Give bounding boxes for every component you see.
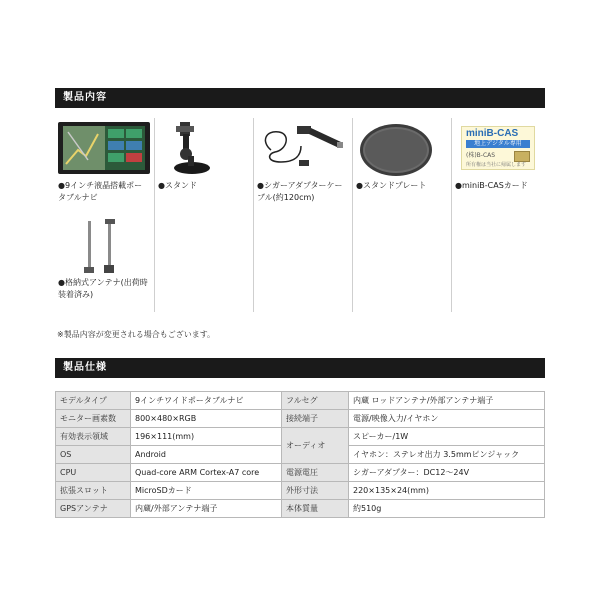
spec-value: 電源/映像入力/イヤホン — [349, 410, 545, 428]
table-row — [56, 482, 545, 500]
spec-value: 内蔵 ロッドアンテナ/外部アンテナ端子 — [349, 392, 545, 410]
item-label: ●シガーアダプターケーブル(約120cm) — [257, 181, 343, 202]
spec-value: シガーアダプター：DC12～24V — [349, 464, 545, 482]
spec-value: 9インチワイドポータブルナビ — [131, 392, 282, 410]
table-row — [56, 500, 545, 518]
item-label: ●スタンド — [158, 181, 197, 190]
spec-value: 800×480×RGB — [131, 410, 282, 428]
portable-navi-icon — [58, 120, 150, 178]
stand-plate-icon — [356, 120, 448, 178]
minib-cas-card-icon — [455, 120, 547, 178]
card-subtitle: 地上デジタル専用 — [466, 140, 530, 148]
spec-value: 196×111(mm) — [131, 428, 282, 446]
specs-header: 製品仕様 — [55, 358, 545, 378]
spec-key: 有効表示領域 — [56, 428, 131, 446]
item-minib-cas — [451, 118, 546, 215]
item-portable-navi — [55, 118, 150, 215]
empty-cell — [451, 215, 546, 312]
contents-grid — [55, 118, 550, 312]
item-label: ●格納式アンテナ(出荷時装着済み) — [58, 278, 148, 299]
card-brand: (株)B-CAS — [466, 152, 496, 159]
item-cigar-adapter — [253, 118, 348, 215]
spec-key: OS — [56, 446, 131, 464]
spec-value: Quad-core ARM Cortex-A7 core — [131, 464, 282, 482]
item-stand — [154, 118, 249, 215]
card-footer: 所有権は当社に帰属します — [466, 162, 527, 168]
spec-key: GPSアンテナ — [56, 500, 131, 518]
spec-key: 電源電圧 — [282, 464, 349, 482]
cigar-adapter-icon — [257, 120, 349, 178]
spec-value: 内蔵/外部アンテナ端子 — [131, 500, 282, 518]
spec-key: 接続端子 — [282, 410, 349, 428]
spec-key: 外形寸法 — [282, 482, 349, 500]
spec-table — [55, 391, 545, 518]
item-label: ●miniB-CASカード — [455, 181, 528, 190]
empty-cell — [154, 215, 249, 312]
table-row — [56, 410, 545, 428]
spec-key: オーディオ — [282, 428, 349, 464]
spec-key: 本体質量 — [282, 500, 349, 518]
contents-note: ※製品内容が変更される場合もございます。 — [57, 330, 216, 339]
table-row — [56, 428, 545, 446]
item-antenna — [55, 215, 150, 312]
spec-value: スピーカー/1W — [349, 428, 545, 446]
spec-value: Android — [131, 446, 282, 464]
empty-cell — [352, 215, 447, 312]
spec-value: イヤホン：ステレオ出力 3.5mmピンジャック — [349, 446, 545, 464]
spec-value: 220×135×24(mm) — [349, 482, 545, 500]
spec-key: モニター画素数 — [56, 410, 131, 428]
item-stand-plate — [352, 118, 447, 215]
item-label: ●スタンドプレート — [356, 181, 427, 190]
empty-cell — [253, 215, 348, 312]
spec-key: フルセグ — [282, 392, 349, 410]
antenna-icon — [58, 217, 150, 275]
spec-key: CPU — [56, 464, 131, 482]
spec-key: 拡張スロット — [56, 482, 131, 500]
spec-key: モデルタイプ — [56, 392, 131, 410]
contents-header: 製品内容 — [55, 88, 545, 108]
item-label: ●9インチ液晶搭載ポータブルナビ — [58, 181, 143, 202]
stand-icon — [158, 120, 250, 178]
table-row — [56, 464, 545, 482]
table-row — [56, 392, 545, 410]
spec-value: MicroSDカード — [131, 482, 282, 500]
spec-value: 約510g — [349, 500, 545, 518]
card-title: miniB-CAS — [466, 128, 519, 139]
